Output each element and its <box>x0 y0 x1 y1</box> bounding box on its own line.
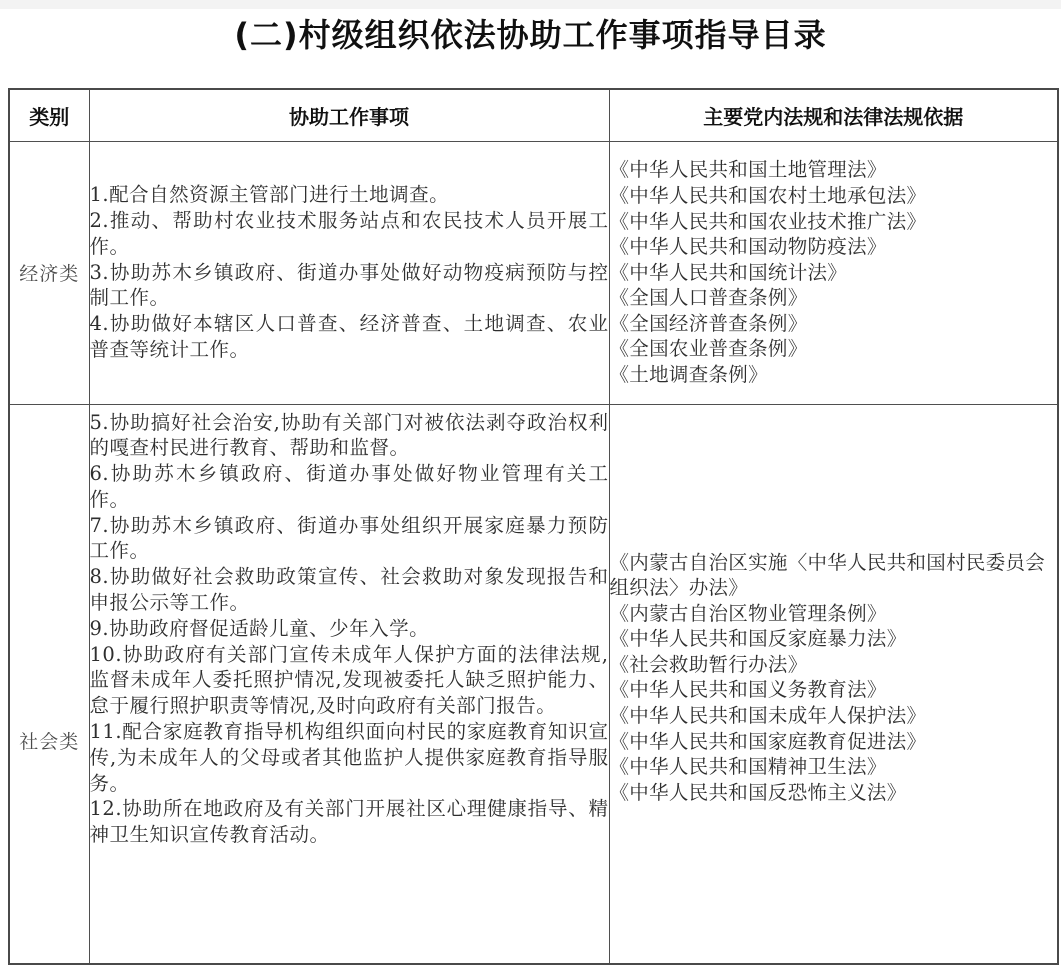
legal-basis-item: 《全国农业普查条例》 <box>609 337 808 361</box>
header-category: 类别 <box>9 89 89 141</box>
legal-basis-item: 《中华人民共和国未成年人保护法》 <box>609 704 927 728</box>
assistance-catalog-table <box>8 88 1059 965</box>
work-items-cell-economic <box>89 141 609 404</box>
work-item: 5.协助搞好社会治安,协助有关部门对被依法剥夺政治权利的嘎查村民进行教育、帮助和监督。 <box>89 410 609 460</box>
legal-basis-cell-economic <box>609 141 1058 404</box>
legal-basis-item: 《中华人民共和国反家庭暴力法》 <box>609 627 907 651</box>
legal-basis-item: 《中华人民共和国统计法》 <box>609 260 848 284</box>
legal-basis-item: 《中华人民共和国土地管理法》 <box>609 158 887 182</box>
page-title: (二)村级组织依法协助工作事项指导目录 <box>234 16 827 54</box>
work-item: 7.协助苏木乡镇政府、街道办事处组织开展家庭暴力预防工作。 <box>89 513 609 563</box>
legal-basis-item: 《中华人民共和国农村土地承包法》 <box>609 183 927 207</box>
work-item: 2.推动、帮助村农业技术服务站点和农民技术人员开展工作。 <box>89 209 609 258</box>
work-item: 4.协助做好本辖区人口普查、经济普查、土地调查、农业普查等统计工作。 <box>89 312 609 361</box>
work-item: 11.配合家庭教育指导机构组织面向村民的家庭教育知识宣传,为未成年人的父母或者其他监护人提供家庭教育指导服务。 <box>89 720 609 795</box>
legal-basis-item: 《内蒙古自治区物业管理条例》 <box>609 601 887 625</box>
legal-basis-item: 《内蒙古自治区实施〈中华人民共和国村民委员会组织法〉办法》 <box>609 550 1046 600</box>
work-item: 6.协助苏木乡镇政府、街道办事处做好物业管理有关工作。 <box>89 462 609 511</box>
header-legal-basis: 主要党内法规和法律法规依据 <box>609 89 1058 141</box>
category-cell-social <box>9 404 89 964</box>
legal-basis-item: 《全国经济普查条例》 <box>609 311 808 335</box>
category-cell-economic <box>9 141 89 404</box>
legal-basis-cell-social <box>609 404 1058 964</box>
work-item: 8.协助做好社会救助政策宣传、社会救助对象发现报告和申报公示等工作。 <box>89 565 609 615</box>
header-work-items: 协助工作事项 <box>89 89 609 141</box>
table-header-row <box>9 89 1058 141</box>
legal-basis-item: 《社会救助暂行办法》 <box>609 652 808 676</box>
legal-basis-item: 《中华人民共和国精神卫生法》 <box>609 755 887 779</box>
legal-basis-item: 《中华人民共和国农业技术推广法》 <box>609 209 927 233</box>
page-edge-strip <box>0 0 1061 9</box>
work-item: 1.配合自然资源主管部门进行土地调查。 <box>89 183 450 207</box>
legal-basis-item: 《中华人民共和国动物防疫法》 <box>609 235 887 259</box>
legal-basis-item: 《中华人民共和国家庭教育促进法》 <box>609 729 927 753</box>
legal-basis-item: 《中华人民共和国反恐怖主义法》 <box>609 780 907 804</box>
work-items-cell-social <box>89 404 609 964</box>
legal-basis-item: 《土地调查条例》 <box>609 363 768 387</box>
table-row-social <box>9 404 1058 964</box>
work-item: 10.协助政府有关部门宣传未成年人保护方面的法律法规,监督未成年人委托照护情况,发现被委托人缺乏照护能力、怠于履行照护职责等情况,及时向政府有关部门报告。 <box>89 642 609 718</box>
category-label: 经济类 <box>19 263 80 285</box>
work-item: 12.协助所在地政府及有关部门开展社区心理健康指导、精神卫生知识宣传教育活动。 <box>89 797 609 847</box>
legal-basis-item: 《中华人民共和国义务教育法》 <box>609 678 887 702</box>
work-item: 3.协助苏木乡镇政府、街道办事处做好动物疫病预防与控制工作。 <box>89 260 609 310</box>
work-item: 9.协助政府督促适龄儿童、少年入学。 <box>89 616 430 640</box>
category-label: 社会类 <box>19 730 80 753</box>
table-row-economic <box>9 141 1058 404</box>
legal-basis-item: 《全国人口普查条例》 <box>609 286 808 310</box>
